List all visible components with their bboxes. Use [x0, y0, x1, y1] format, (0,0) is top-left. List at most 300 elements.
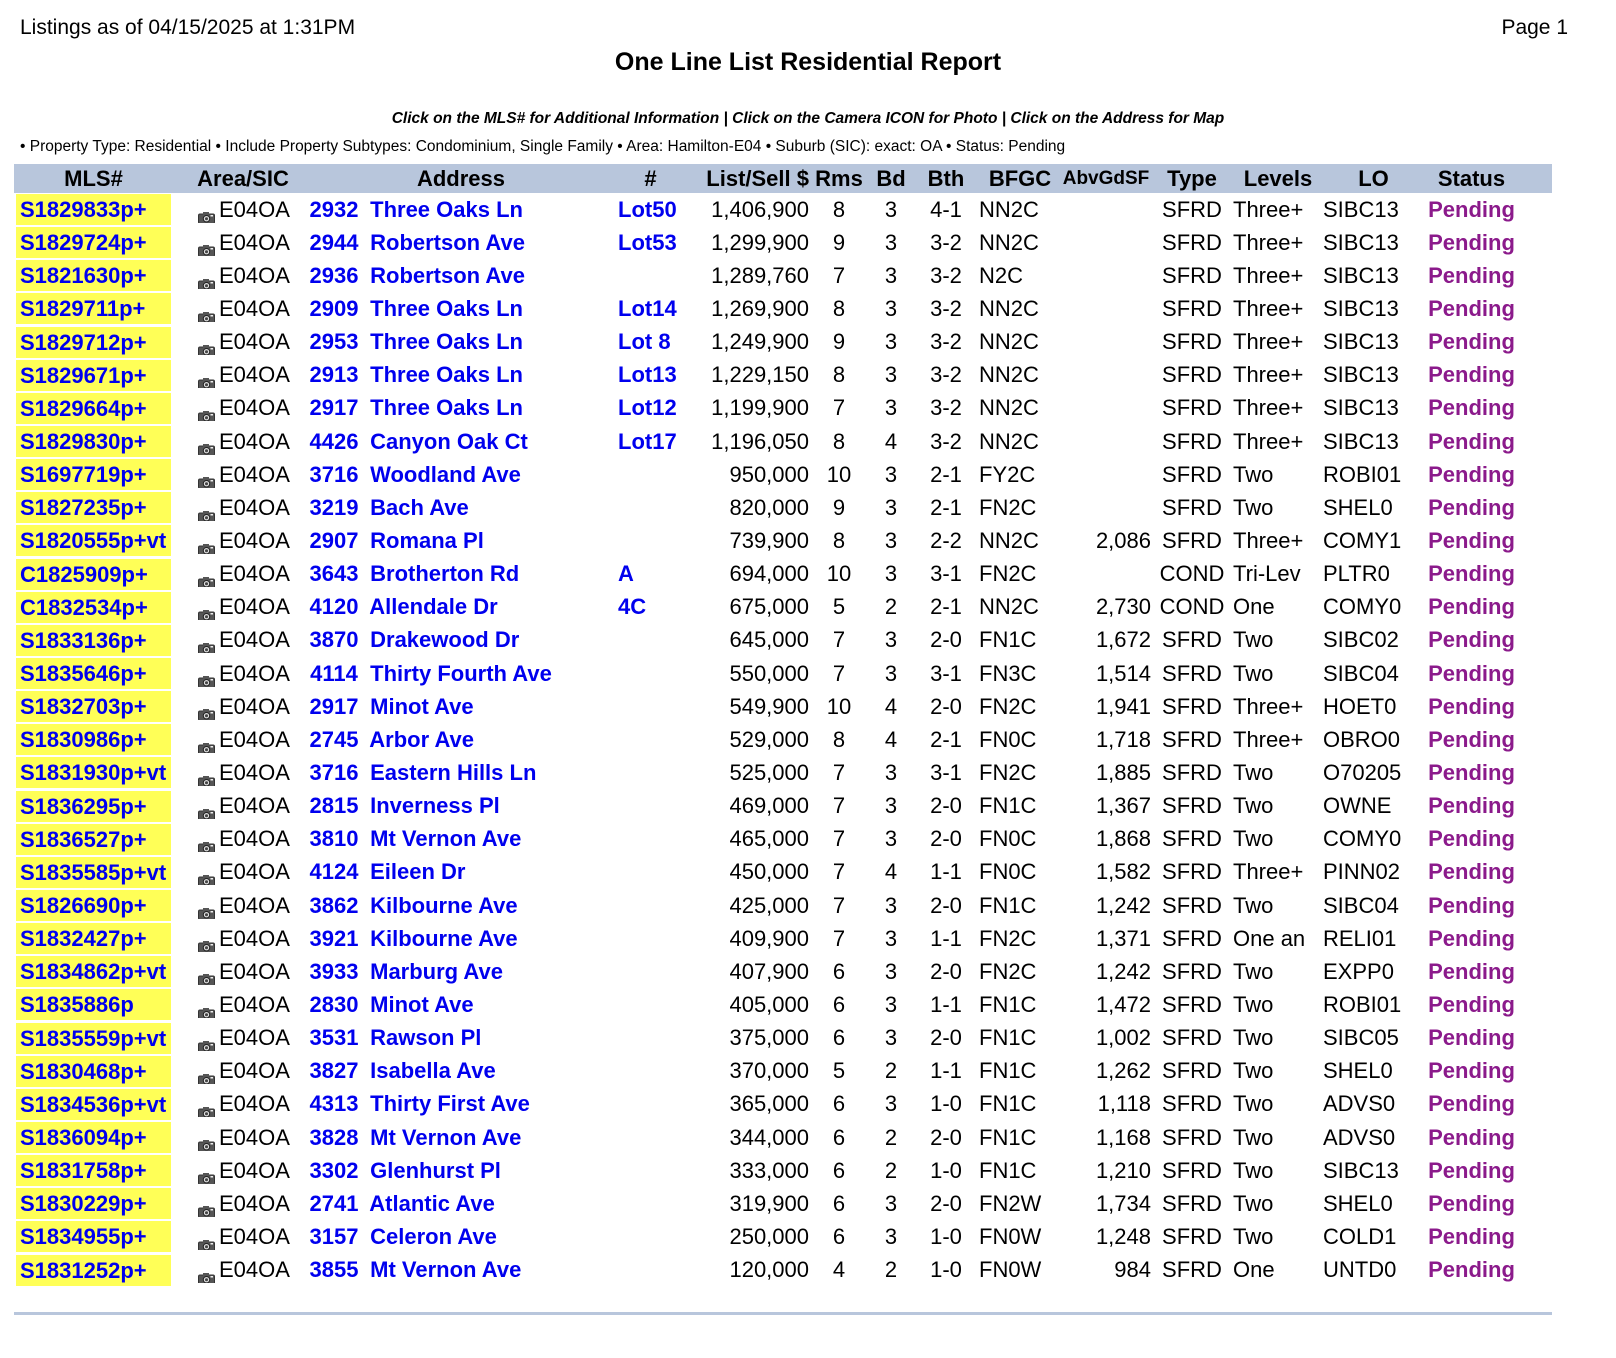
- price-cell: 950,000: [729, 461, 809, 487]
- address-cell: [304, 1158, 618, 1184]
- address-link[interactable]: [304, 263, 525, 288]
- mls-link[interactable]: S1829671p+: [16, 360, 171, 391]
- mls-link[interactable]: S1829664p+: [16, 393, 171, 424]
- levels-cell: Two: [1233, 1124, 1274, 1150]
- address-link[interactable]: [304, 1158, 501, 1183]
- status-cell: [1424, 329, 1519, 355]
- street-name: Mt Vernon Ave: [370, 1124, 522, 1150]
- rooms-cell: 10: [826, 461, 852, 487]
- street-number: 3828: [309, 1124, 359, 1150]
- mls-link[interactable]: S1829712p+: [16, 327, 171, 358]
- mls-link[interactable]: S1834862p+vt: [16, 956, 171, 987]
- lo-cell: COMY0: [1323, 826, 1402, 852]
- camera-icon[interactable]: [198, 569, 215, 582]
- beds-cell: 3: [884, 527, 898, 553]
- table-row: [14, 326, 1552, 359]
- beds-cell: 3: [884, 494, 898, 520]
- mls-link[interactable]: S1835585p+vt: [16, 857, 171, 888]
- mls-link[interactable]: S1836295p+: [16, 791, 171, 822]
- table-row: [14, 624, 1552, 657]
- status-badge: Pending: [1428, 693, 1515, 719]
- type-cell: SFRD: [1162, 1124, 1222, 1150]
- camera-icon[interactable]: [198, 867, 215, 880]
- col-header-abvgdsf: AbvGdSF: [1062, 167, 1150, 189]
- status-badge: Pending: [1428, 826, 1515, 852]
- mls-link[interactable]: S1829830p+: [16, 426, 171, 457]
- table-row: [14, 259, 1552, 292]
- street-name: Canyon Oak Ct: [370, 428, 528, 454]
- address-link[interactable]: [304, 1125, 521, 1150]
- lo-cell: SIBC02: [1323, 627, 1399, 653]
- bfgc-cell: FN2C: [979, 561, 1037, 587]
- address-cell: [304, 495, 618, 521]
- address-link[interactable]: [304, 429, 528, 454]
- baths-cell: 3-1: [930, 660, 962, 686]
- type-cell: SFRD: [1162, 660, 1222, 686]
- camera-icon[interactable]: [198, 801, 215, 814]
- status-cell: [1424, 1091, 1519, 1117]
- col-header-mls: MLS#: [64, 165, 123, 191]
- camera-icon[interactable]: [198, 735, 215, 748]
- rooms-cell: 5: [832, 594, 846, 620]
- mls-link[interactable]: S1835646p+: [16, 658, 171, 689]
- camera-icon[interactable]: [198, 1099, 215, 1112]
- address-link[interactable]: [304, 561, 519, 586]
- address-cell: [304, 1224, 618, 1250]
- mls-link[interactable]: S1832703p+: [16, 691, 171, 722]
- mls-link[interactable]: S1697719p+: [16, 459, 171, 490]
- area-code: E04OA: [219, 329, 290, 355]
- rooms-cell: 4: [832, 1257, 846, 1283]
- baths-cell: 2-1: [930, 594, 962, 620]
- address-link[interactable]: [304, 992, 474, 1017]
- address-link[interactable]: [304, 329, 523, 354]
- table-row: [14, 723, 1552, 756]
- rooms-cell: 6: [832, 1025, 846, 1051]
- levels-cell: Three+: [1233, 859, 1304, 885]
- camera-icon[interactable]: [198, 237, 215, 250]
- camera-icon[interactable]: [198, 1132, 215, 1145]
- status-cell: [1424, 859, 1519, 885]
- address-link[interactable]: [304, 230, 525, 255]
- area-cell: [182, 926, 304, 952]
- address-link[interactable]: [304, 793, 500, 818]
- camera-icon[interactable]: [198, 1066, 215, 1079]
- address-link[interactable]: [304, 893, 518, 918]
- levels-cell: Three+: [1233, 362, 1304, 388]
- table-row: [14, 823, 1552, 856]
- baths-cell: 3-2: [930, 428, 962, 454]
- mls-link[interactable]: S1826690p+: [16, 890, 171, 921]
- address-link[interactable]: [304, 727, 474, 752]
- type-cell: SFRD: [1162, 958, 1222, 984]
- sqft-cell: 2,730: [1095, 594, 1151, 620]
- address-link[interactable]: [304, 462, 521, 487]
- unit-cell: [618, 561, 683, 587]
- bfgc-cell: FN1C: [979, 991, 1037, 1017]
- price-cell: 425,000: [729, 892, 809, 918]
- bfgc-cell: FN2C: [979, 958, 1037, 984]
- price-cell: 529,000: [729, 726, 809, 752]
- rooms-cell: 7: [832, 262, 846, 288]
- area-code: E04OA: [219, 1190, 290, 1216]
- col-header-address: Address: [416, 165, 506, 191]
- camera-icon[interactable]: [198, 204, 215, 217]
- status-cell: [1424, 429, 1519, 455]
- street-name: Celeron Ave: [370, 1223, 497, 1249]
- levels-cell: Three+: [1233, 295, 1304, 321]
- address-link[interactable]: [304, 362, 523, 387]
- rooms-cell: 6: [832, 1223, 846, 1249]
- sqft-cell: 1,514: [1095, 660, 1151, 686]
- area-code: E04OA: [219, 826, 290, 852]
- price-cell: 319,900: [729, 1190, 809, 1216]
- price-cell: 344,000: [729, 1124, 809, 1150]
- street-name: Three Oaks Ln: [370, 295, 523, 321]
- lo-cell: RELI01: [1323, 925, 1397, 951]
- camera-icon[interactable]: [198, 370, 215, 383]
- camera-icon[interactable]: [198, 1033, 215, 1046]
- type-cell: SFRD: [1162, 295, 1222, 321]
- area-cell: [182, 1091, 304, 1117]
- sqft-cell: 2,086: [1095, 527, 1151, 553]
- rooms-cell: 6: [832, 958, 846, 984]
- street-name: Minot Ave: [370, 991, 474, 1017]
- address-link[interactable]: [304, 528, 484, 553]
- area-code: E04OA: [219, 1223, 290, 1249]
- camera-icon[interactable]: [198, 768, 215, 781]
- mls-link[interactable]: S1821630p+: [16, 260, 171, 291]
- col-header-price: List/Sell $: [706, 165, 809, 191]
- address-link[interactable]: [304, 1191, 495, 1216]
- camera-icon[interactable]: [198, 436, 215, 449]
- address-link[interactable]: [304, 661, 552, 686]
- lo-cell: SIBC13: [1323, 262, 1399, 288]
- camera-icon[interactable]: [198, 1232, 215, 1245]
- mls-cell: [16, 857, 171, 888]
- levels-cell: Two: [1233, 826, 1274, 852]
- camera-icon[interactable]: [198, 1000, 215, 1013]
- area-code: E04OA: [219, 196, 290, 222]
- camera-icon[interactable]: [198, 668, 215, 681]
- sqft-cell: 1,582: [1095, 859, 1151, 885]
- type-cell: SFRD: [1162, 793, 1222, 819]
- type-cell: SFRD: [1162, 527, 1222, 553]
- beds-cell: 3: [884, 1190, 898, 1216]
- table-row: [14, 988, 1552, 1021]
- price-cell: 370,000: [729, 1058, 809, 1084]
- mls-link[interactable]: S1820555p+vt: [16, 525, 171, 556]
- beds-cell: 4: [884, 693, 898, 719]
- address-cell: [304, 429, 618, 455]
- table-row: [14, 392, 1552, 425]
- type-cell: SFRD: [1162, 494, 1222, 520]
- status-badge: Pending: [1428, 1091, 1515, 1117]
- mls-link[interactable]: S1831930p+vt: [16, 757, 171, 788]
- type-cell: COND: [1159, 594, 1225, 620]
- street-number: 3643: [309, 561, 359, 587]
- lo-cell: ROBI01: [1323, 991, 1402, 1017]
- area-cell: [182, 362, 304, 388]
- street-name: Glenhurst Pl: [370, 1157, 501, 1183]
- bfgc-cell: NN2C: [979, 594, 1039, 620]
- camera-icon[interactable]: [198, 304, 215, 317]
- status-badge: Pending: [1428, 1025, 1515, 1051]
- levels-cell: Three+: [1233, 395, 1304, 421]
- address-link[interactable]: [304, 1224, 497, 1249]
- status-badge: Pending: [1428, 1058, 1515, 1084]
- mls-link[interactable]: S1830986p+: [16, 724, 171, 755]
- mls-link[interactable]: S1836094p+: [16, 1122, 171, 1153]
- baths-cell: 2-0: [930, 1190, 962, 1216]
- type-cell: SFRD: [1162, 196, 1222, 222]
- street-number: 4114: [310, 660, 358, 686]
- area-cell: [182, 495, 304, 521]
- beds-cell: 2: [884, 1124, 898, 1150]
- address-link[interactable]: [304, 495, 469, 520]
- mls-link[interactable]: S1836527p+: [16, 824, 171, 855]
- table-row: [14, 790, 1552, 823]
- sqft-cell: 984: [1114, 1257, 1151, 1283]
- street-name: Marburg Ave: [370, 958, 503, 984]
- address-link[interactable]: [304, 197, 523, 222]
- mls-cell: [16, 525, 171, 556]
- street-name: Mt Vernon Ave: [370, 1257, 522, 1283]
- col-header-beds: Bd: [876, 165, 906, 191]
- price-cell: 409,900: [729, 925, 809, 951]
- mls-link[interactable]: S1830229p+: [16, 1188, 171, 1219]
- camera-icon[interactable]: [198, 503, 215, 516]
- address-link[interactable]: [304, 926, 518, 951]
- mls-link[interactable]: S1831252p+: [16, 1255, 171, 1286]
- rooms-cell: 7: [832, 627, 846, 653]
- area-code: E04OA: [219, 759, 290, 785]
- footer-divider: [14, 1312, 1552, 1315]
- camera-icon[interactable]: [198, 271, 215, 284]
- street-number: 2917: [309, 395, 359, 421]
- address-link[interactable]: [304, 296, 523, 321]
- lo-cell: SIBC13: [1323, 395, 1399, 421]
- camera-icon[interactable]: [198, 536, 215, 549]
- bfgc-cell: FN1C: [979, 892, 1037, 918]
- area-cell: [182, 429, 304, 455]
- rooms-cell: 7: [832, 892, 846, 918]
- mls-link[interactable]: S1834955p+: [16, 1221, 171, 1252]
- sqft-cell: 1,367: [1095, 793, 1151, 819]
- street-name: Robertson Ave: [370, 229, 525, 255]
- unit-number: Lot12: [618, 395, 677, 421]
- street-name: Bach Ave: [370, 494, 469, 520]
- area-cell: [182, 959, 304, 985]
- status-badge: Pending: [1428, 1190, 1515, 1216]
- unit-number: 4C: [618, 594, 647, 620]
- camera-icon[interactable]: [198, 337, 215, 350]
- camera-icon[interactable]: [198, 602, 215, 615]
- address-link[interactable]: [304, 395, 523, 420]
- mls-cell: [16, 293, 171, 324]
- street-number: 3531: [309, 1025, 359, 1051]
- type-cell: SFRD: [1162, 991, 1222, 1017]
- street-name: Kilbourne Ave: [370, 892, 518, 918]
- table-row: [14, 922, 1552, 955]
- lo-cell: OWNE: [1323, 793, 1392, 819]
- address-cell: [304, 893, 618, 919]
- status-cell: [1424, 362, 1519, 388]
- status-badge: Pending: [1428, 262, 1515, 288]
- address-link[interactable]: [304, 959, 503, 984]
- price-cell: 1,249,900: [711, 329, 809, 355]
- mls-link[interactable]: S1829833p+: [16, 194, 171, 225]
- mls-link[interactable]: S1831758p+: [16, 1155, 171, 1186]
- mls-link[interactable]: S1833136p+: [16, 625, 171, 656]
- camera-icon[interactable]: [198, 966, 215, 979]
- lo-cell: SIBC13: [1323, 329, 1399, 355]
- status-badge: Pending: [1428, 958, 1515, 984]
- unit-number: A: [618, 561, 634, 587]
- street-name: Rawson Pl: [370, 1025, 482, 1051]
- mls-link[interactable]: C1825909p+: [16, 559, 171, 590]
- type-cell: SFRD: [1162, 229, 1222, 255]
- area-cell: [182, 1125, 304, 1151]
- beds-cell: 4: [884, 428, 898, 454]
- street-number: 2953: [309, 329, 359, 355]
- lo-cell: ROBI01: [1323, 461, 1402, 487]
- type-cell: SFRD: [1162, 627, 1222, 653]
- address-link[interactable]: [304, 826, 521, 851]
- price-cell: 1,229,150: [711, 362, 809, 388]
- lo-cell: COMY1: [1323, 527, 1402, 553]
- area-code: E04OA: [219, 561, 290, 587]
- mls-cell: [16, 691, 171, 722]
- street-name: Robertson Ave: [370, 262, 525, 288]
- camera-icon[interactable]: [198, 900, 215, 913]
- status-badge: Pending: [1428, 793, 1515, 819]
- levels-cell: Two: [1233, 660, 1274, 686]
- status-cell: [1424, 462, 1519, 488]
- col-header-lo: LO: [1358, 165, 1389, 191]
- camera-icon[interactable]: [198, 1265, 215, 1278]
- address-cell: [304, 992, 618, 1018]
- address-link[interactable]: [304, 1058, 496, 1083]
- address-link[interactable]: [304, 1091, 530, 1116]
- mls-link[interactable]: S1835886p: [16, 989, 171, 1020]
- area-code: E04OA: [219, 1091, 290, 1117]
- area-cell: [182, 197, 304, 223]
- table-row: [14, 491, 1552, 524]
- camera-icon[interactable]: [198, 1198, 215, 1211]
- status-badge: Pending: [1428, 1223, 1515, 1249]
- mls-cell: [16, 890, 171, 921]
- address-link[interactable]: [304, 859, 466, 884]
- mls-link[interactable]: S1832427p+: [16, 923, 171, 954]
- beds-cell: 3: [884, 362, 898, 388]
- camera-icon[interactable]: [198, 701, 215, 714]
- area-code: E04OA: [219, 594, 290, 620]
- bfgc-cell: FN0W: [979, 1223, 1042, 1249]
- bfgc-cell: FN0C: [979, 826, 1037, 852]
- address-link[interactable]: [304, 594, 498, 619]
- rooms-cell: 9: [832, 329, 846, 355]
- rooms-cell: 7: [832, 859, 846, 885]
- address-link[interactable]: [304, 1025, 481, 1050]
- address-link[interactable]: [304, 694, 474, 719]
- mls-link[interactable]: S1829711p+: [16, 293, 171, 324]
- col-header-type: Type: [1167, 165, 1217, 191]
- lo-cell: COLD1: [1323, 1223, 1397, 1249]
- mls-link[interactable]: S1829724p+: [16, 227, 171, 258]
- lo-cell: ADVS0: [1323, 1124, 1396, 1150]
- price-cell: 549,900: [729, 693, 809, 719]
- type-cell: SFRD: [1162, 1223, 1222, 1249]
- price-cell: 120,000: [729, 1257, 809, 1283]
- street-name: Mt Vernon Ave: [370, 826, 522, 852]
- lo-cell: SIBC13: [1323, 229, 1399, 255]
- levels-cell: Two: [1233, 892, 1274, 918]
- address-cell: [304, 329, 618, 355]
- beds-cell: 3: [884, 958, 898, 984]
- lo-cell: SIBC04: [1323, 660, 1399, 686]
- status-cell: [1424, 1224, 1519, 1250]
- camera-icon[interactable]: [198, 1165, 215, 1178]
- mls-cell: [16, 658, 171, 689]
- camera-icon[interactable]: [198, 469, 215, 482]
- address-link[interactable]: [304, 627, 519, 652]
- bfgc-cell: NN2C: [979, 428, 1039, 454]
- table-row: [14, 657, 1552, 690]
- street-name: Arbor Ave: [369, 726, 475, 752]
- levels-cell: Two: [1233, 991, 1274, 1017]
- levels-cell: Three+: [1233, 229, 1304, 255]
- mls-link[interactable]: S1834536p+vt: [16, 1089, 171, 1120]
- street-number: 2741: [309, 1190, 359, 1216]
- baths-cell: 2-0: [930, 627, 962, 653]
- price-cell: 365,000: [729, 1091, 809, 1117]
- table-row: [14, 425, 1552, 458]
- street-number: 2745: [309, 726, 359, 752]
- mls-link[interactable]: S1827235p+: [16, 492, 171, 523]
- camera-icon[interactable]: [198, 635, 215, 648]
- mls-cell: [16, 989, 171, 1020]
- street-name: Romana Pl: [370, 527, 484, 553]
- unit-number: Lot14: [618, 295, 677, 321]
- type-cell: SFRD: [1162, 859, 1222, 885]
- address-link[interactable]: [304, 760, 536, 785]
- camera-icon[interactable]: [198, 933, 215, 946]
- lo-cell: COMY0: [1323, 594, 1402, 620]
- mls-link[interactable]: S1830468p+: [16, 1056, 171, 1087]
- address-link[interactable]: [304, 1257, 521, 1282]
- area-code: E04OA: [219, 362, 290, 388]
- area-cell: [182, 329, 304, 355]
- rooms-cell: 5: [832, 1058, 846, 1084]
- table-row: [14, 1187, 1552, 1220]
- beds-cell: 3: [884, 660, 898, 686]
- mls-cell: [16, 492, 171, 523]
- sqft-cell: 1,002: [1095, 1025, 1151, 1051]
- mls-cell: [16, 559, 171, 590]
- mls-link[interactable]: C1832534p+: [16, 592, 171, 623]
- camera-icon[interactable]: [198, 403, 215, 416]
- rooms-cell: 8: [832, 527, 846, 553]
- status-cell: [1424, 495, 1519, 521]
- price-cell: 675,000: [729, 594, 809, 620]
- camera-icon[interactable]: [198, 834, 215, 847]
- mls-link[interactable]: S1835559p+vt: [16, 1023, 171, 1054]
- address-cell: [304, 462, 618, 488]
- area-cell: [182, 296, 304, 322]
- type-cell: SFRD: [1162, 759, 1222, 785]
- beds-cell: 3: [884, 627, 898, 653]
